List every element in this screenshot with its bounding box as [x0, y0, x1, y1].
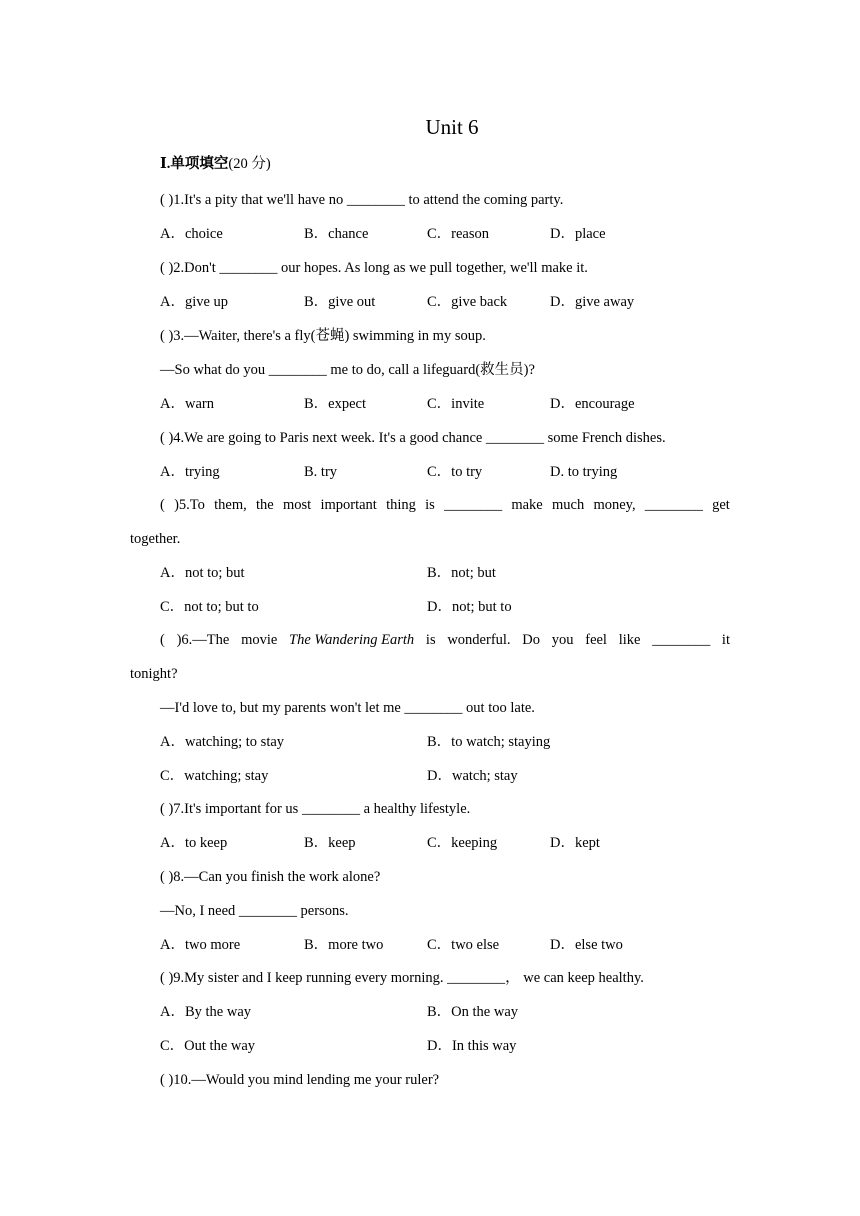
q5-word: most	[283, 497, 312, 513]
question-7-stem: ( )7.It's important for us ________ a healthy lifestyle.	[160, 801, 471, 817]
q6-option-d: D．watch; stay	[427, 768, 518, 784]
q5-option-a: A．not to; but	[160, 565, 245, 581]
q6-option-c: C．watching; stay	[160, 768, 269, 784]
q6-word: (	[160, 632, 165, 648]
q2-option-c: C．give back	[427, 294, 508, 310]
q5-word: get	[712, 497, 730, 513]
q6-blank: ________	[652, 632, 711, 648]
q5-word: is	[425, 497, 435, 513]
section-label: Ⅰ.单项填空	[160, 156, 229, 172]
q4-option-d: D. to trying	[550, 464, 618, 480]
section-points: (20 分)	[228, 156, 271, 172]
q5-word: make	[511, 497, 543, 513]
question-9-stem: ( )9.My sister and I keep running every morning. ________， we can keep healthy.	[160, 970, 644, 986]
q8-option-c: C．two else	[427, 937, 500, 953]
q5-option-b: B．not; but	[427, 565, 496, 581]
q7-option-a: A．to keep	[160, 835, 228, 851]
q6-word: like	[618, 632, 641, 648]
q5-option-d: D．not; but to	[427, 599, 512, 615]
q8-option-d: D．else two	[550, 937, 623, 953]
section-heading	[160, 154, 271, 174]
q6-option-a: A．watching; to stay	[160, 734, 285, 750]
question-6-stem-continued: tonight?	[130, 666, 178, 682]
q5-word: the	[256, 497, 274, 513]
question-5-stem-continued: together.	[130, 531, 181, 547]
q3-option-d: D．encourage	[550, 396, 635, 412]
question-5-stem	[160, 495, 730, 515]
q5-word: )5.To	[174, 497, 205, 513]
q6-word: wonderful.	[447, 632, 511, 648]
q6-word: Do	[522, 632, 541, 648]
q3-option-a: A．warn	[160, 396, 214, 412]
q5-blank: ________	[444, 497, 503, 513]
page-title: Unit 6	[425, 115, 479, 139]
question-6-stem	[160, 630, 730, 650]
q4-option-a: A．trying	[160, 464, 220, 480]
q5-word: thing	[386, 497, 416, 513]
question-8-reply: —No, I need ________ persons.	[160, 903, 349, 919]
question-6-reply: —I'd love to, but my parents won't let me ________ out too late.	[160, 700, 535, 716]
q8-option-a: A．two more	[160, 937, 241, 953]
q3-option-b: B．expect	[304, 396, 367, 412]
q6-word: is	[425, 632, 436, 648]
q5-word: (	[160, 497, 165, 513]
q4-option-b: B. try	[304, 464, 338, 480]
q2-option-d: D．give away	[550, 294, 635, 310]
q1-option-a: A．choice	[160, 226, 223, 242]
q7-option-b: B．keep	[304, 835, 356, 851]
q6-word: you	[551, 632, 574, 648]
q6-movie-title: The Wandering Earth	[289, 632, 415, 648]
q5-option-c: C．not to; but to	[160, 599, 259, 615]
q5-blank: ________	[644, 497, 703, 513]
q2-option-a: A．give up	[160, 294, 229, 310]
q6-word: feel	[585, 632, 607, 648]
q5-word: money,	[593, 497, 636, 513]
q9-option-b: B．On the way	[427, 1004, 519, 1020]
q1-option-b: B．chance	[304, 226, 369, 242]
question-3-reply: —So what do you ________ me to do, call a lifeguard(救生员)?	[160, 362, 535, 378]
q4-option-c: C．to try	[427, 464, 483, 480]
q6-word: movie	[241, 632, 278, 648]
q3-option-c: C．invite	[427, 396, 485, 412]
q9-option-c: C．Out the way	[160, 1038, 256, 1054]
q5-word: much	[551, 497, 585, 513]
question-1-stem: ( )1.It's a pity that we'll have no ________ to attend the coming party.	[160, 192, 564, 208]
q7-option-c: C．keeping	[427, 835, 498, 851]
question-3-stem: ( )3.—Waiter, there's a fly(苍蝇) swimming in my soup.	[160, 328, 486, 344]
question-4-stem: ( )4.We are going to Paris next week. It's a good chance ________ some French dishes.	[160, 430, 666, 446]
q6-word: )6.—The	[176, 632, 230, 648]
q8-option-b: B．more two	[304, 937, 384, 953]
q5-word: important	[320, 497, 377, 513]
q5-word: them,	[214, 497, 247, 513]
question-8-stem: ( )8.—Can you finish the work alone?	[160, 869, 381, 885]
q1-option-d: D．place	[550, 226, 606, 242]
q7-option-d: D．kept	[550, 835, 600, 851]
question-10-stem: ( )10.—Would you mind lending me your ruler?	[160, 1072, 440, 1088]
question-2-stem: ( )2.Don't ________ our hopes. As long as we pull together, we'll make it.	[160, 260, 588, 276]
q1-option-c: C．reason	[427, 226, 490, 242]
q9-option-d: D．In this way	[427, 1038, 517, 1054]
q6-word: it	[721, 632, 730, 648]
q9-option-a: A．By the way	[160, 1004, 252, 1020]
q6-option-b: B．to watch; staying	[427, 734, 551, 750]
q2-option-b: B．give out	[304, 294, 376, 310]
